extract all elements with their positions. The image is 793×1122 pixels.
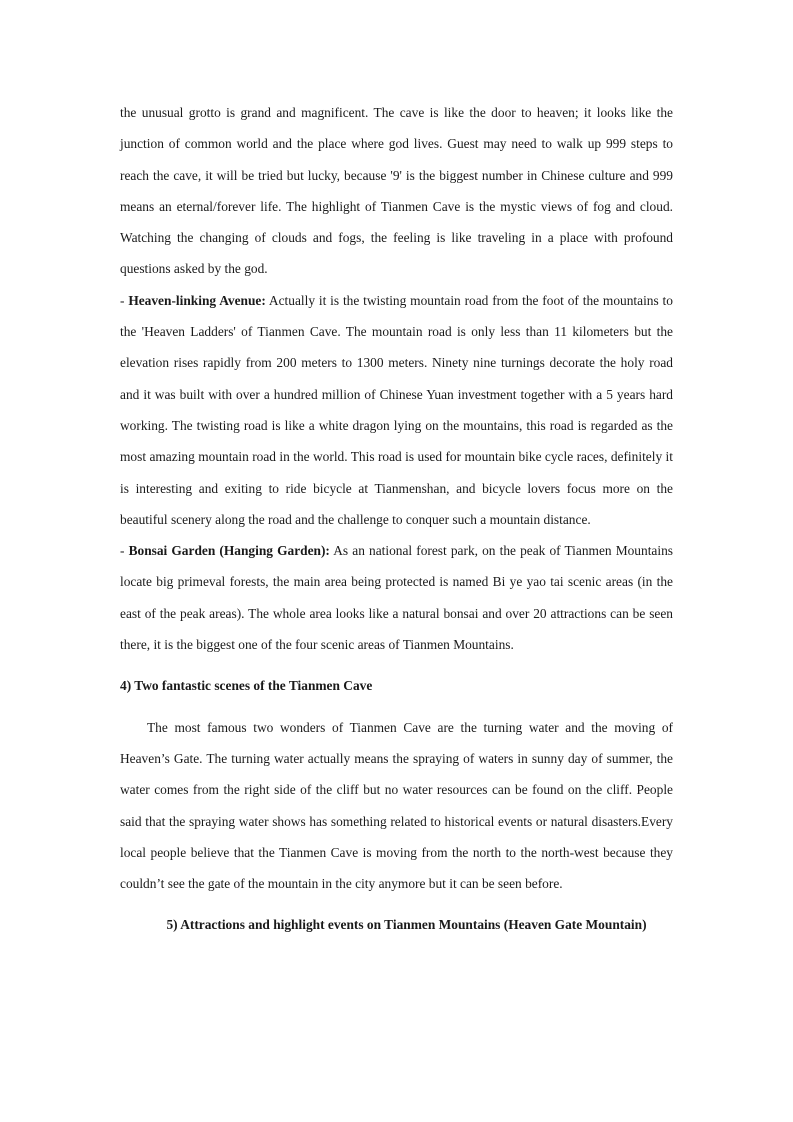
- page-body: [120, 97, 673, 941]
- paragraph-grotto: the unusual grotto is grand and magnificent. The cave is like the door to heaven; it looks like the junction of common world and the place where god lives. Guest may need to walk up 999 steps to reach the cave, it will be tried but lucky, because '9' is the biggest number in Chinese culture and 999 means an eternal/forever life. The highlight of Tianmen Cave is the mystic views of fog and cloud. Watching the changing of clouds and fogs, the feeling is like traveling in a place with profound questions asked by the god.: [120, 105, 673, 277]
- paragraph-bonsai-garden: [120, 535, 673, 660]
- bonsai-text: As an national forest park, on the peak of Tianmen Mountains locate big primeval forests, the main area being protected is named Bi ye yao tai scenic areas (in the east of the peak areas). The whole area looks like a natural bonsai and over 20 attractions can be seen there, it is the biggest one of the four scenic areas of Tianmen Mountains.: [120, 543, 673, 653]
- avenue-title: Heaven-linking Avenue:: [128, 292, 266, 308]
- bullet-dash: -: [120, 543, 129, 559]
- section-heading-4: 4) Two fantastic scenes of the Tianmen Cave: [120, 678, 373, 694]
- section-heading-5: 5) Attractions and highlight events on Tianmen Mountains (Heaven Gate Mountain): [166, 917, 647, 933]
- paragraph-heaven-linking-avenue: [120, 285, 673, 535]
- avenue-text: Actually it is the twisting mountain road from the foot of the mountains to the 'Heaven Ladders' of Tianmen Cave. The mountain road is only less than 11 kilometers but the elevation rises rapidly from 200 meters to 1300 meters. Ninety nine turnings decorate the holy road and it was built with over a hundred million of Chinese Yuan investment together with a 5 years hard working. The twisting road is like a white dragon lying on the mountains, this road is regarded as the most amazing mountain road in the world. This road is used for mountain bike cycle races, definitely it is interesting and exiting to ride bicycle at Tianmenshan, and bicycle lovers focus more on the beautiful scenery along the road and the challenge to conquer such a mountain distance.: [120, 292, 673, 527]
- bonsai-title: Bonsai Garden (Hanging Garden):: [128, 543, 330, 559]
- bullet-dash: -: [120, 292, 129, 308]
- paragraph-two-wonders: The most famous two wonders of Tianmen Cave are the turning water and the moving of Heaven’s Gate. The turning water actually means the spraying of waters in sunny day of summer, the water comes from the right side of the cliff but no water resources can be found on the cliff. People said that the spraying water shows has something related to historical events or natural disasters.Every local people believe that the Tianmen Cave is moving from the north to the north-west because they couldn’t see the gate of the mountain in the city anymore but it can be seen before.: [120, 719, 673, 892]
